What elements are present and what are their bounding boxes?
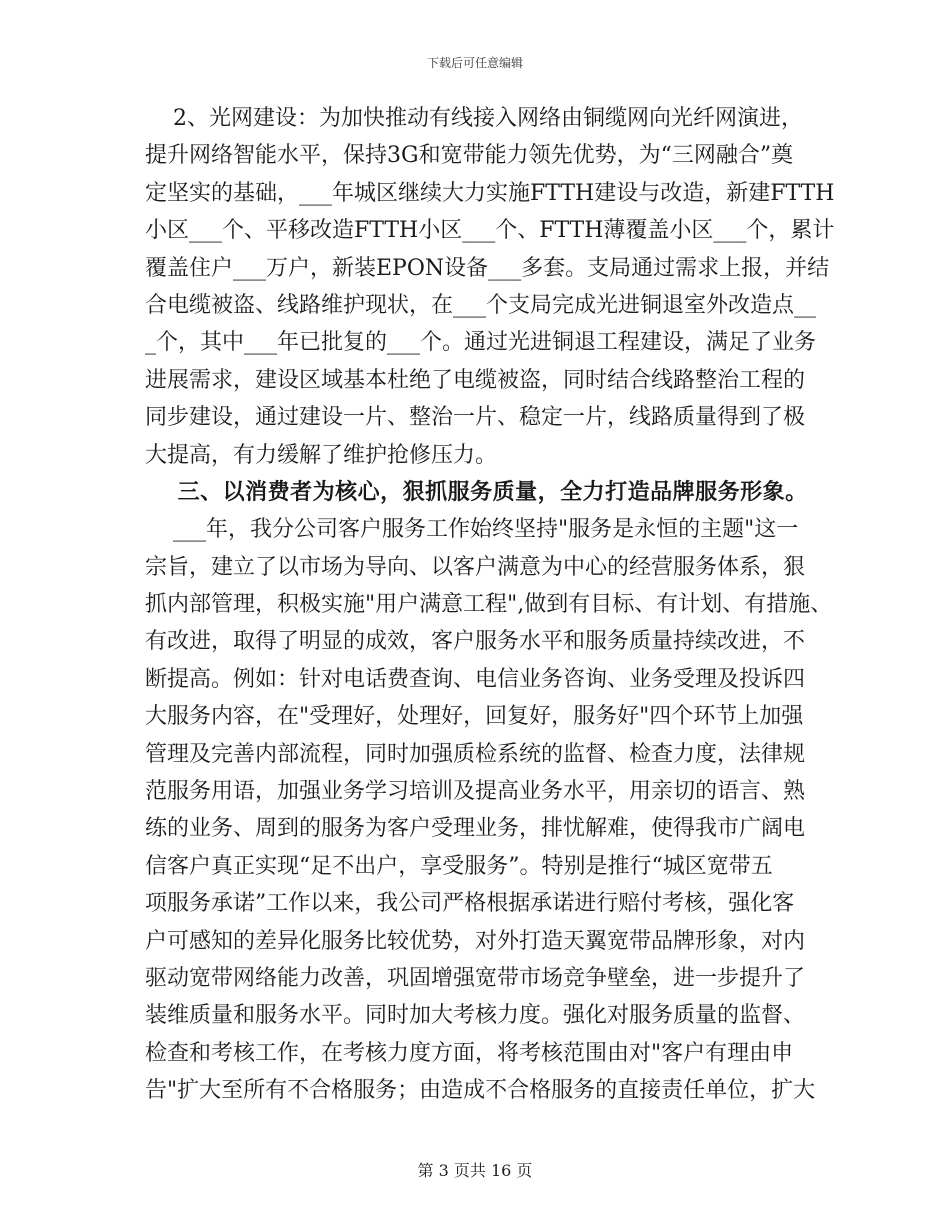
paragraph-line: 信客户真正实现“足不出户，享受服务”。特别是推行“城区宽带五: [145, 853, 773, 879]
paragraph-line: 宗旨，建立了以市场为导向、以客户满意为中心的经营服务体系，狠: [145, 554, 806, 580]
paragraph-line: _个，其中___年已批复的___个。通过光进铜退工程建设，满足了业务: [145, 330, 817, 356]
paragraph-line: 小区___个、平移改造FTTH小区___个、FTTH薄覆盖小区___个，累计: [145, 218, 835, 244]
paragraph-line: ___年，我分公司客户服务工作始终坚持"服务是永恒的主题"这一: [145, 517, 799, 543]
paragraph-line: 抓内部管理，积极实施"用户满意工程",做到有目标、有计划、有措施、: [145, 592, 833, 618]
paragraph-line: 管理及完善内部流程，同时加强质检系统的监督、检查力度，法律规: [145, 741, 806, 767]
paragraph-line: 范服务用语，加强业务学习培训及提高业务水平，用亲切的语言、熟: [145, 779, 806, 805]
paragraph-line: 大提高，有力缓解了维护抢修压力。: [145, 442, 498, 468]
paragraph-line: 进展需求，建设区域基本杜绝了电缆被盗，同时结合线路整治工程的: [145, 367, 806, 393]
paragraph-line: 覆盖住户___万户，新装EPON设备___多套。支局通过需求上报，并结: [145, 255, 830, 281]
paragraph-line: 练的业务、周到的服务为客户受理业务，排忧解难，使得我市广阔电: [145, 816, 806, 842]
paragraph-line: 检查和考核工作，在考核力度方面，将考核范围由对"客户有理由申: [145, 1040, 794, 1066]
paragraph-line: 有改进，取得了明显的成效，客户服务水平和服务质量持续改进，不: [145, 629, 806, 655]
paragraph-line: 告"扩大至所有不合格服务；由造成不合格服务的直接责任单位，扩大: [145, 1078, 816, 1104]
paragraph-line: 断提高。例如：针对电话费查询、电信业务咨询、业务受理及投诉四: [145, 666, 806, 692]
page-footer: 第 3 页共 16 页: [417, 1161, 533, 1180]
paragraph-line: 定坚实的基础，___年城区继续大力实施FTTH建设与改造，新建FTTH: [145, 180, 835, 206]
paragraph-line: 提升网络智能水平，保持3G和宽带能力领先优势，为“三网融合”奠: [145, 143, 794, 169]
document-body: [145, 100, 835, 1110]
paragraph-line: 装维质量和服务水平。同时加大考核力度。强化对服务质量的监督、: [145, 1003, 806, 1029]
paragraph-line: 同步建设，通过建设一片、整治一片、稳定一片，线路质量得到了极: [145, 405, 806, 431]
paragraph-line: 户可感知的差异化服务比较优势，对外打造天翼宽带品牌形象，对内: [145, 928, 806, 954]
paragraph-line: 2、光网建设：为加快推动有线接入网络由铜缆网向光纤网演进，: [145, 106, 803, 131]
paragraph-line: 驱动宽带网络能力改善，巩固增强宽带市场竞争壁垒，进一步提升了: [145, 965, 806, 991]
paragraph-line: 项服务承诺”工作以来，我公司严格根据承诺进行赔付考核，强化客: [145, 891, 795, 917]
page-header: 下载后可任意编辑: [426, 56, 523, 70]
paragraph-line: 合电缆被盗、线路维护现状，在___个支局完成光进铜退室外改造点__: [145, 292, 817, 318]
section-heading: 三、以消费者为核心，狠抓服务质量，全力打造品牌服务形象。: [145, 478, 808, 505]
paragraph-line: 大服务内容，在"受理好，处理好，回复好，服务好"四个环节上加强: [145, 704, 804, 730]
